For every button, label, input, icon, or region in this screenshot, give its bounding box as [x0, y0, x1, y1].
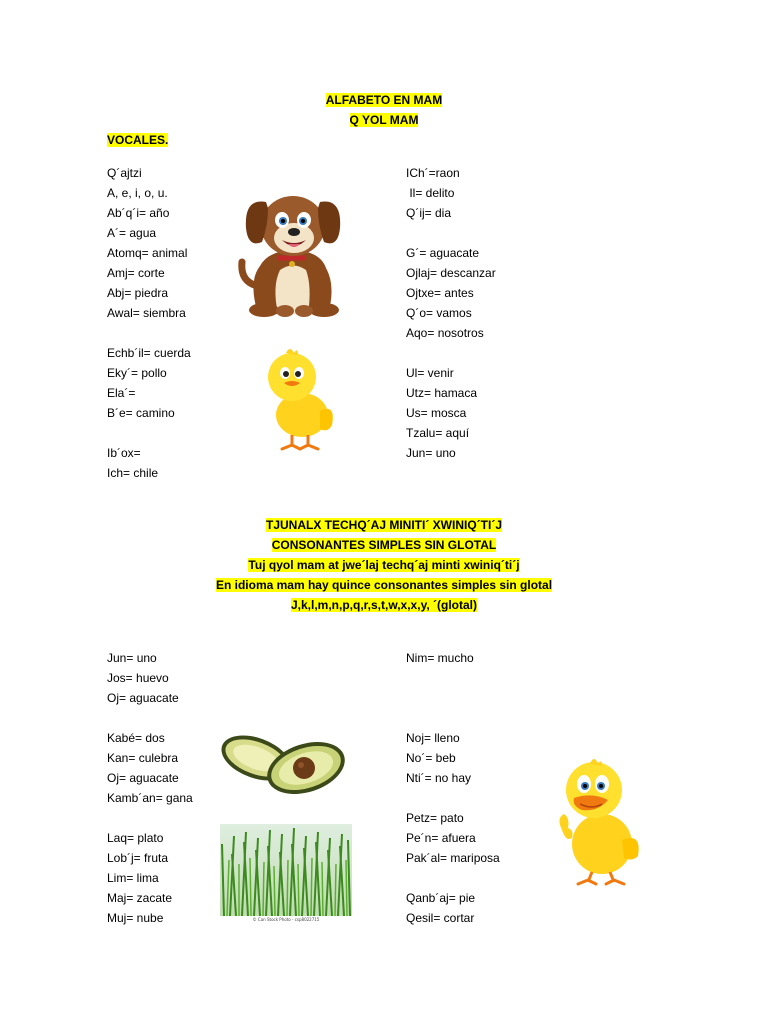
consonants-heading-5: J,k,l,m,n,p,q,r,s,t,w,x,x,y, ´(glotal) — [290, 598, 478, 612]
word-entry: B´e= camino — [107, 406, 175, 420]
word-entry: Awal= siembra — [107, 306, 186, 320]
word-entry: Ich= chile — [107, 466, 159, 480]
consonant-words-right-column — [406, 648, 500, 928]
consonants-heading-1: TJUNALX TECHQ´AJ MINITI´ XWINIQ´TI´J — [266, 518, 502, 532]
word-entry: Utz= hamaca — [406, 386, 478, 400]
word-entry: Kabé= dos — [107, 731, 165, 745]
word-entry: Pe´n= afuera — [406, 831, 476, 845]
word-entry — [406, 708, 500, 728]
word-entry: Lim= lima — [107, 871, 159, 885]
vowel-words-left-column — [107, 163, 191, 483]
title-line-1: ALFABETO EN MAM — [325, 93, 443, 107]
word-entry: Tzalu= aquí — [406, 426, 470, 440]
vowel-words-right-column — [406, 163, 496, 463]
vocales-heading: VOCALES. — [107, 133, 169, 147]
word-entry: A, e, i, o, u. — [107, 186, 168, 200]
word-entry: Kan= culebra — [107, 751, 179, 765]
word-entry: Ojtxe= antes — [406, 286, 474, 300]
word-entry — [406, 343, 496, 363]
avocado-image — [218, 728, 348, 796]
word-entry — [406, 868, 500, 888]
word-entry: Ojlaj= descanzar — [406, 266, 496, 280]
word-entry — [107, 708, 193, 728]
word-entry — [406, 668, 500, 688]
word-entry: Jun= uno — [406, 446, 456, 460]
word-entry: Lob´j= fruta — [107, 851, 169, 865]
word-entry: A´= agua — [107, 226, 157, 240]
word-entry — [107, 423, 191, 443]
word-entry: Ib´ox= — [107, 446, 141, 460]
word-entry: Oj= aguacate — [107, 771, 179, 785]
word-entry: Q´ij= dia — [406, 206, 452, 220]
word-entry: Maj= zacate — [107, 891, 173, 905]
word-entry: Kamb´an= gana — [107, 791, 193, 805]
duck-image — [552, 752, 642, 888]
word-entry: Ab´q´i= año — [107, 206, 170, 220]
grass-image — [220, 824, 352, 922]
word-entry: Oj= aguacate — [107, 691, 179, 705]
word-entry: Il= delito — [406, 186, 455, 200]
word-entry: Noj= lleno — [406, 731, 460, 745]
word-entry: Amj= corte — [107, 266, 165, 280]
word-entry: Q´ajtzi — [107, 166, 142, 180]
word-entry — [406, 788, 500, 808]
word-entry — [406, 688, 500, 708]
word-entry — [107, 323, 191, 343]
word-entry: Ul= venir — [406, 366, 454, 380]
consonants-heading-4: En idioma mam hay quince consonantes simples sin glotal — [215, 578, 553, 592]
word-entry: Atomq= animal — [107, 246, 188, 260]
word-entry: No´= beb — [406, 751, 456, 765]
word-entry: Eky´= pollo — [107, 366, 167, 380]
word-entry: Ela´= — [107, 386, 136, 400]
word-entry: Qesil= cortar — [406, 911, 475, 925]
word-entry — [107, 808, 193, 828]
word-entry: Abj= piedra — [107, 286, 169, 300]
word-entry: Us= mosca — [406, 406, 467, 420]
word-entry: Laq= plato — [107, 831, 164, 845]
word-entry: Muj= nube — [107, 911, 164, 925]
word-entry: Jun= uno — [107, 651, 157, 665]
word-entry: Qanb´aj= pie — [406, 891, 476, 905]
word-entry: Aqo= nosotros — [406, 326, 484, 340]
title-line-2: Q YOL MAM — [349, 113, 419, 127]
word-entry: Echb´il= cuerda — [107, 346, 191, 360]
word-entry — [406, 223, 496, 243]
word-entry: Nim= mucho — [406, 651, 474, 665]
word-entry: Petz= pato — [406, 811, 464, 825]
word-entry: Q´o= vamos — [406, 306, 472, 320]
word-entry: G´= aguacate — [406, 246, 480, 260]
word-entry: Jos= huevo — [107, 671, 169, 685]
dog-image — [238, 186, 348, 318]
word-entry: ICh´=raon — [406, 166, 460, 180]
consonants-heading-2: CONSONANTES SIMPLES SIN GLOTAL — [271, 538, 497, 552]
word-entry: Pak´al= mariposa — [406, 851, 500, 865]
chick-image — [262, 345, 336, 457]
word-entry: Nti´= no hay — [406, 771, 472, 785]
grass-caption: © Can Stock Photo - csp8022715 — [252, 917, 320, 922]
consonant-words-left-column — [107, 648, 193, 928]
consonants-heading-3: Tuj qyol mam at jwe´laj techq´aj minti xwiniq´ti´j — [248, 558, 520, 572]
